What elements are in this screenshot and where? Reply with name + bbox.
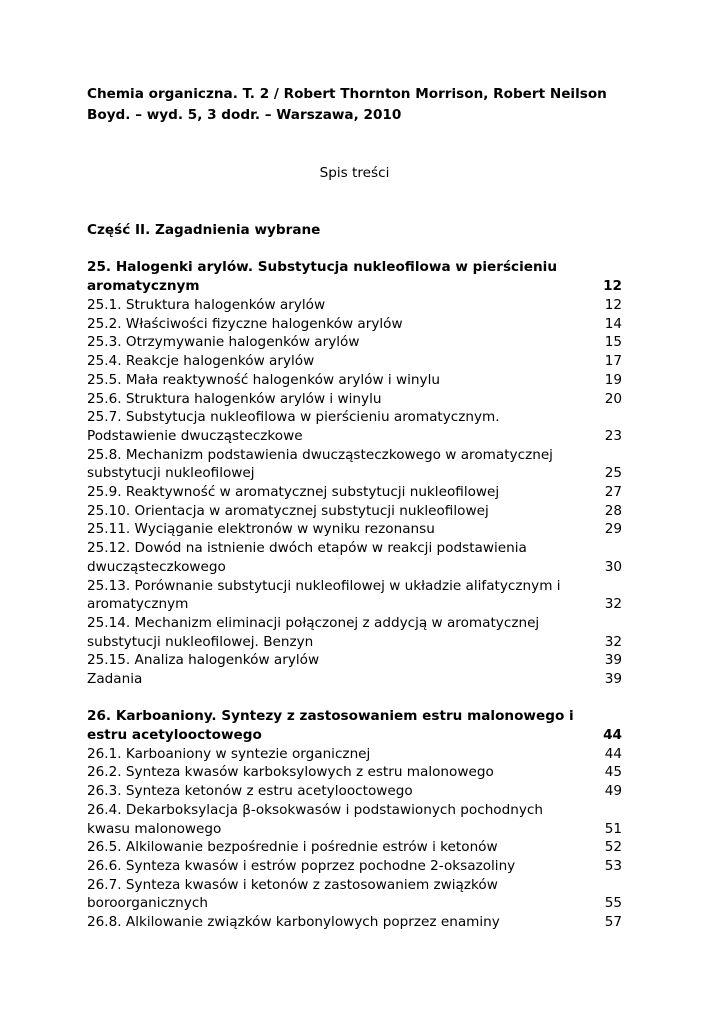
- toc-entry-page: 49: [604, 783, 622, 800]
- toc-entry-page: 57: [604, 914, 622, 931]
- toc-entry-title: 25.6. Struktura halogenków arylów i winylu: [87, 390, 382, 407]
- toc-entry: [87, 913, 622, 932]
- toc-entry-page: 53: [604, 857, 622, 874]
- toc-entry: [87, 577, 622, 614]
- toc-entry: [87, 670, 622, 689]
- toc-entry-page: 14: [604, 315, 622, 332]
- toc-entry-page: 55: [604, 895, 622, 912]
- chapter-page-number: 44: [603, 726, 622, 743]
- toc-entry-page: 17: [604, 353, 622, 370]
- toc-heading: Spis treści: [319, 165, 390, 181]
- toc-entry: [87, 483, 622, 502]
- book-citation: Chemia organiczna. T. 2 / Robert Thornton Morrison, Robert Neilson Boyd. – wyd. 5, 3 dodr. – Warszawa, 2010: [87, 86, 607, 123]
- toc-entry: [87, 745, 622, 764]
- toc-entry-page: 19: [604, 371, 622, 388]
- chapter-heading: [87, 707, 622, 745]
- chapter-section: [87, 258, 622, 689]
- toc-entry-title: 26.6. Synteza kwasów i estrów poprzez pochodne 2-oksazoliny: [87, 857, 516, 874]
- toc-entry: [87, 614, 622, 651]
- toc-entry-title: 25.9. Reaktywność w aromatycznej substytucji nukleofilowej: [87, 484, 500, 501]
- toc-entry-page: 15: [604, 334, 622, 351]
- toc-entry-title: 25.3. Otrzymywanie halogenków arylów: [87, 334, 360, 351]
- toc-entry-page: 25: [604, 465, 622, 482]
- toc-entry: [87, 651, 622, 670]
- toc-entry: [87, 539, 622, 576]
- toc-entry-page: 32: [604, 633, 622, 650]
- toc-entry-title: 25.7. Substytucja nukleofilowa w pierścieniu aromatycznym. Podstawienie dwucząsteczkowe: [87, 409, 500, 444]
- toc-entry-page: 51: [604, 820, 622, 837]
- toc-entry-title: 25.8. Mechanizm podstawienia dwucząsteczkowego w aromatycznej substytucji nukleofilowej: [87, 446, 553, 482]
- toc-entry-title: 25.13. Porównanie substytucji nukleofilowej w układzie alifatycznym i aromatycznym: [87, 577, 561, 613]
- toc-entry-title: 25.14. Mechanizm eliminacji połączonej z addycją w aromatycznej substytucji nukleofilowej. Benzyn: [87, 614, 540, 650]
- chapter-section: [87, 707, 622, 932]
- toc-entry-title: 25.12. Dowód na istnienie dwóch etapów w reakcji podstawienia dwucząsteczkowego: [87, 540, 527, 575]
- toc-entry-title: Zadania: [87, 671, 143, 688]
- toc-entry: [87, 315, 622, 334]
- toc-entry-title: 25.1. Struktura halogenków arylów: [87, 297, 326, 313]
- toc-entry-title: 26.1. Karboaniony w syntezie organicznej: [87, 745, 371, 762]
- toc-entry-title: 26.2. Synteza kwasów karboksylowych z estru malonowego: [87, 764, 494, 781]
- toc-entry: [87, 446, 622, 483]
- toc-entry: [87, 838, 622, 857]
- toc-entry: [87, 876, 622, 913]
- toc-entry: [87, 333, 622, 352]
- toc-entry-title: 26.8. Alkilowanie związków karbonylowych poprzez enaminy: [87, 914, 500, 931]
- toc-entry: [87, 408, 622, 445]
- toc-entry-page: 27: [604, 484, 622, 501]
- part-heading: Część II. Zagadnienia wybrane: [87, 222, 321, 238]
- chapter-list: [87, 258, 622, 932]
- toc-entry-page: 12: [604, 297, 622, 313]
- toc-entry-page: 29: [604, 521, 622, 538]
- toc-entry: [87, 801, 622, 838]
- toc-entry-page: 30: [604, 558, 622, 575]
- toc-entry-title: 26.3. Synteza ketonów z estru acetylooctowego: [87, 783, 413, 800]
- toc-entry: [87, 502, 622, 521]
- toc-entry-title: 25.15. Analiza halogenków arylów: [87, 652, 320, 669]
- toc-entry-page: 23: [604, 427, 622, 444]
- toc-entry-title: 26.5. Alkilowanie bezpośrednie i pośrednie estrów i ketonów: [87, 839, 498, 856]
- chapter-title: 26. Karboaniony. Syntezy z zastosowaniem estru malonowego i estru acetylooctowego: [87, 707, 574, 743]
- toc-entry-page: 39: [604, 652, 622, 669]
- toc-entry: [87, 520, 622, 539]
- toc-entry-page: 45: [604, 764, 622, 781]
- toc-entry-title: 25.11. Wyciąganie elektronów w wyniku rezonansu: [87, 521, 435, 538]
- toc-entry-page: 32: [604, 596, 622, 613]
- toc-entry: [87, 782, 622, 801]
- toc-entry: [87, 763, 622, 782]
- toc-entry-title: 25.2. Właściwości fizyczne halogenków arylów: [87, 315, 403, 332]
- toc-entry-page: 39: [604, 671, 622, 688]
- toc-entry: [87, 352, 622, 371]
- toc-entry-page: 44: [604, 745, 622, 762]
- toc-entry-page: 52: [604, 839, 622, 856]
- document-page: [87, 84, 622, 932]
- toc-entry: [87, 857, 622, 876]
- toc-entry-page: 28: [604, 502, 622, 519]
- toc-entry: [87, 371, 622, 390]
- chapter-title: 25. Halogenki arylów. Substytucja nukleofilowa w pierścieniu aromatycznym: [87, 259, 557, 294]
- toc-entry: [87, 296, 622, 315]
- toc-entry-title: 26.4. Dekarboksylacja β-oksokwasów i podstawionych pochodnych kwasu malonowego: [87, 801, 544, 837]
- toc-entry-title: 25.10. Orientacja w aromatycznej substytucji nukleofilowej: [87, 502, 489, 519]
- toc-entry-page: 20: [604, 390, 622, 407]
- chapter-page-number: 12: [603, 278, 622, 294]
- toc-entry-title: 26.7. Synteza kwasów i ketonów z zastosowaniem związków boroorganicznych: [87, 876, 498, 912]
- chapter-heading: [87, 258, 622, 296]
- toc-entry-title: 25.4. Reakcje halogenków arylów: [87, 353, 315, 370]
- toc-entry-title: 25.5. Mała reaktywność halogenków arylów i winylu: [87, 371, 440, 388]
- toc-entry: [87, 390, 622, 409]
